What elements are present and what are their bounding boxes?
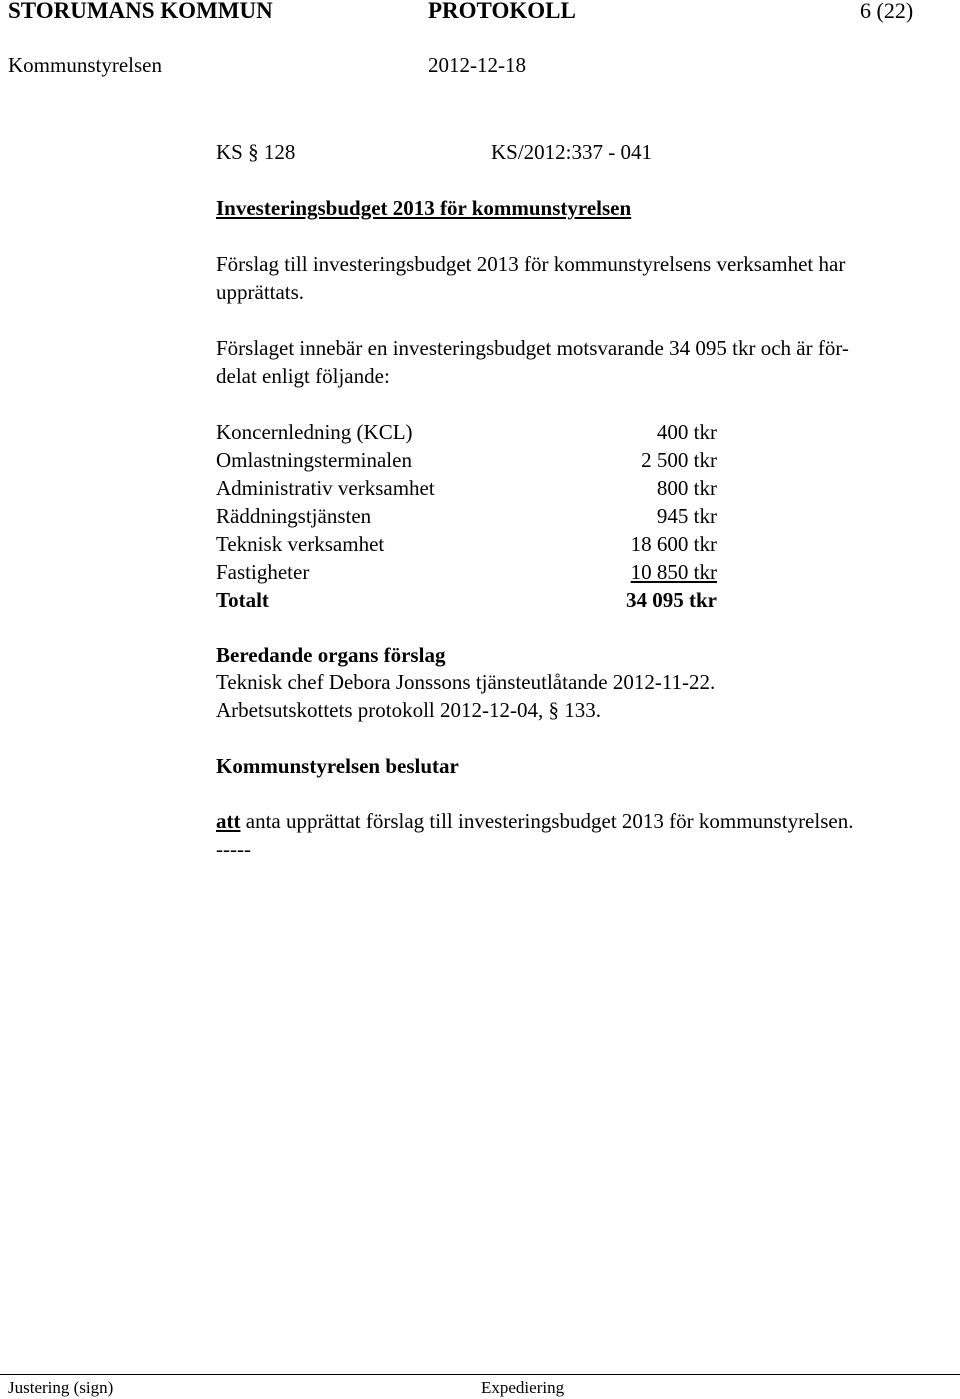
budget-row-amount: 400 tkr <box>656 420 717 444</box>
decision-end-marker: ----- <box>216 837 251 861</box>
footer-divider <box>0 1374 960 1375</box>
budget-total-amount: 34 095 tkr <box>626 588 717 612</box>
diary-number: KS/2012:337 - 041 <box>491 140 653 164</box>
budget-row-label: Administrativ verksamhet <box>216 476 435 500</box>
case-number: KS § 128 <box>216 140 296 164</box>
proposal-line-2: delat enligt följande: <box>216 364 390 388</box>
budget-row-label: Räddningstjänsten <box>216 504 372 528</box>
preparatory-heading: Beredande organs förslag <box>216 643 446 667</box>
budget-row-amount: 18 600 tkr <box>630 532 717 556</box>
page-number: 6 (22) <box>860 0 914 23</box>
budget-row-label: Koncernledning (KCL) <box>216 420 413 444</box>
budget-row-amount-text: 10 850 tkr <box>630 560 717 584</box>
budget-row-amount: 800 tkr <box>656 476 717 500</box>
meeting-body: Kommunstyrelsen <box>8 53 162 77</box>
budget-row-amount <box>517 558 717 586</box>
meeting-date: 2012-12-18 <box>428 53 526 77</box>
budget-row-label: Teknisk verksamhet <box>216 532 385 556</box>
intro-line-1: Förslag till investeringsbudget 2013 för kommunstyrelsens verksamhet har <box>216 252 846 276</box>
decision-heading: Kommunstyrelsen beslutar <box>216 754 459 778</box>
preparatory-line-1: Teknisk chef Debora Jonssons tjänsteutlåtande 2012-11-22. <box>216 670 716 694</box>
budget-row-amount: 945 tkr <box>656 504 717 528</box>
decision-text <box>216 807 853 835</box>
preparatory-line-2: Arbetsutskottets protokoll 2012-12-04, § 133. <box>216 698 601 722</box>
budget-row-amount: 2 500 tkr <box>641 448 717 472</box>
budget-row-label: Omlastningsterminalen <box>216 448 412 472</box>
decision-att: att <box>216 809 241 833</box>
document-type: PROTOKOLL <box>428 0 576 23</box>
proposal-line-1: Förslaget innebär en investeringsbudget motsvarande 34 095 tkr och är för- <box>216 336 849 360</box>
decision-body: anta upprättat förslag till investeringsbudget 2013 för kommunstyrelsen. <box>240 809 854 833</box>
intro-line-2: upprättats. <box>216 280 305 304</box>
footer-expediering: Expediering <box>481 1378 565 1397</box>
page-title: Investeringsbudget 2013 för kommunstyrelsen <box>216 196 632 220</box>
org-name: STORUMANS KOMMUN <box>8 0 273 23</box>
budget-total-label: Totalt <box>216 588 269 612</box>
budget-row-label: Fastigheter <box>216 560 310 584</box>
footer-justering: Justering (sign) <box>8 1378 114 1397</box>
